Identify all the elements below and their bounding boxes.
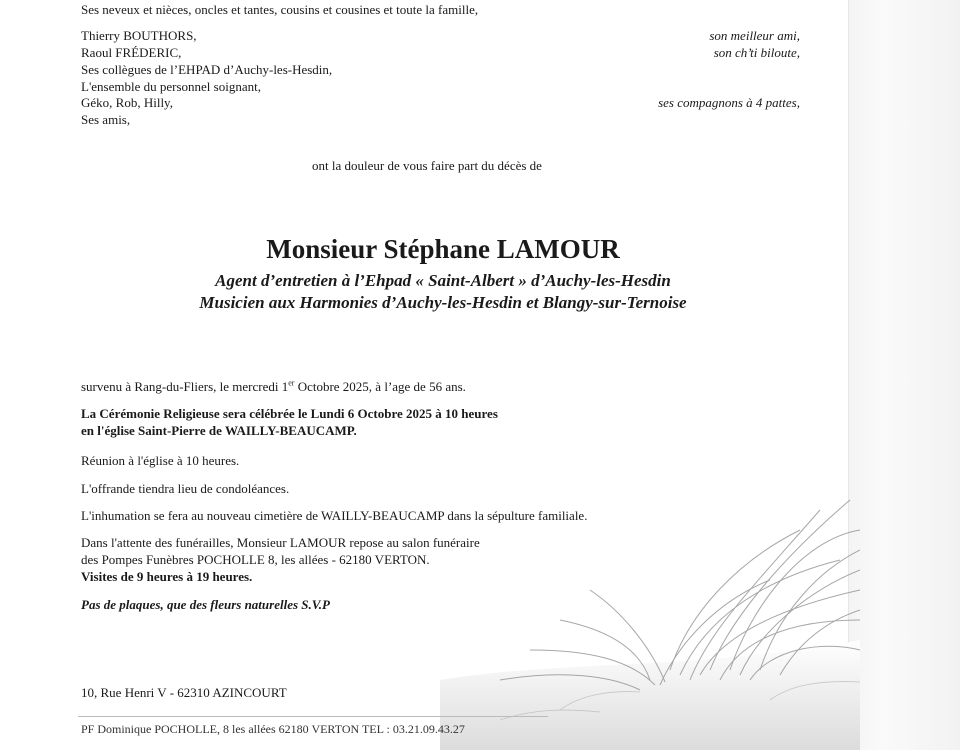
mourner-relation: son ch’ti biloute, xyxy=(713,45,800,60)
flowers-note: Pas de plaques, que des fleurs naturelles S.V.P xyxy=(81,597,330,612)
deceased-role-1: Agent d’entretien à l’Ehpad « Saint-Albert » d’Auchy-les-Hesdin xyxy=(215,271,671,290)
ceremony-line-2: en l'église Saint-Pierre de WAILLY-BEAUCAMP. xyxy=(81,423,357,438)
footer-divider xyxy=(78,716,548,717)
funeral-home-footer: PF Dominique POCHOLLE, 8 les allées 62180 VERTON TEL : 03.21.09.43.27 xyxy=(81,722,465,736)
mourner-line: Thierry BOUTHORS, xyxy=(81,28,197,43)
mourner-line: L'ensemble du personnel soignant, xyxy=(81,79,261,94)
death-details-text: survenu à Rang-du-Fliers, le mercredi 1 xyxy=(81,379,289,394)
visits-hours: Visites de 9 heures à 19 heures. xyxy=(81,569,253,584)
family-address: 10, Rue Henri V - 62310 AZINCOURT xyxy=(81,685,287,700)
ordinal-suffix: er xyxy=(288,378,295,388)
family-intro: Ses neveux et nièces, oncles et tantes, cousins et cousines et toute la famille, xyxy=(81,2,479,17)
offering-info: L'offrande tiendra lieu de condoléances. xyxy=(81,481,290,496)
visits-line-2: des Pompes Funèbres POCHOLLE 8, les allées - 62180 VERTON. xyxy=(81,552,430,567)
mourner-line: Ses amis, xyxy=(81,112,131,127)
death-details-rest: Octobre 2025, à l’age de 56 ans. xyxy=(294,379,466,394)
mourner-line: Géko, Rob, Hilly, xyxy=(81,95,173,110)
death-details xyxy=(81,379,466,395)
deceased-name: Monsieur Stéphane LAMOUR xyxy=(266,234,620,264)
mourner-line: Ses collègues de l’EHPAD d’Auchy-les-Hesdin, xyxy=(81,62,333,77)
mourner-relation: son meilleur ami, xyxy=(709,28,800,43)
deceased-role-2: Musicien aux Harmonies d’Auchy-les-Hesdin et Blangy-sur-Ternoise xyxy=(199,293,687,312)
meeting-info: Réunion à l'église à 10 heures. xyxy=(81,453,240,468)
ceremony-line-1: La Cérémonie Religieuse sera célébrée le Lundi 6 Octobre 2025 à 10 heures xyxy=(81,406,498,421)
scan-page-edge xyxy=(848,0,960,750)
announcement: ont la douleur de vous faire part du décès de xyxy=(312,158,542,173)
visits-line-1: Dans l'attente des funérailles, Monsieur LAMOUR repose au salon funéraire xyxy=(81,535,480,550)
mourner-line: Raoul FRÉDERIC, xyxy=(81,45,182,60)
mourner-relation: ses compagnons à 4 pattes, xyxy=(658,95,800,110)
burial-info: L'inhumation se fera au nouveau cimetière de WAILLY-BEAUCAMP dans la sépulture familiale. xyxy=(81,508,588,523)
